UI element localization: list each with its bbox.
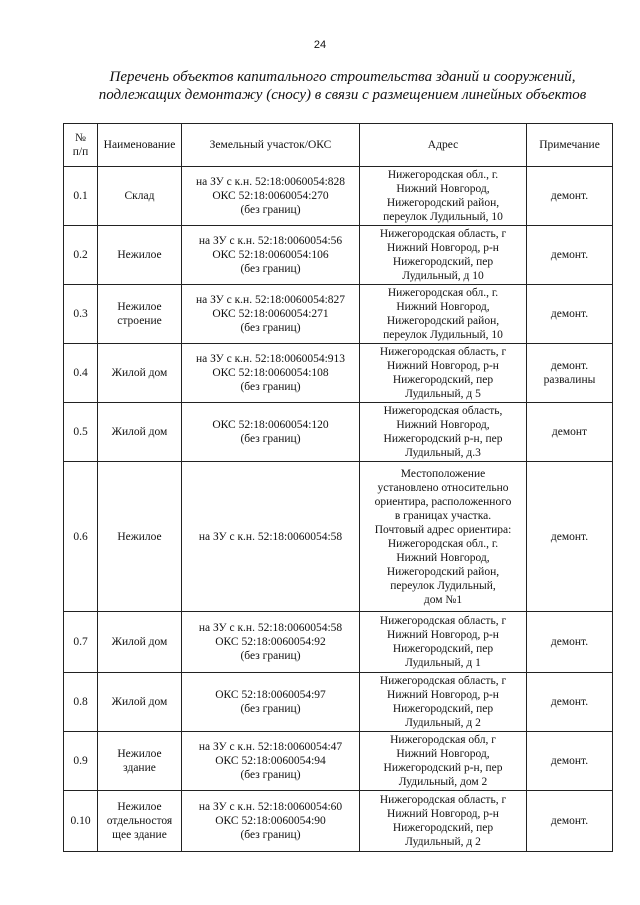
- note: демонт.: [527, 732, 613, 791]
- land-plot: на ЗУ с к.н. 52:18:0060054:58: [182, 462, 360, 612]
- object-name: Нежилое: [98, 462, 182, 612]
- row-number: 0.3: [64, 285, 98, 344]
- land-plot: на ЗУ с к.н. 52:18:0060054:47 ОКС 52:18:0060054:94 (без границ): [182, 732, 360, 791]
- row-number: 0.7: [64, 612, 98, 673]
- object-name: Нежилое отдельностоя щее здание: [98, 791, 182, 852]
- row-number: 0.4: [64, 344, 98, 403]
- table-body: [64, 167, 613, 852]
- title-line-1: Перечень объектов капитального строительства зданий и сооружений,: [109, 69, 576, 85]
- note: демонт: [527, 403, 613, 462]
- address: Нижегородская область, г Нижний Новгород, р-н Нижегородский, пер Лудильный, д 2: [360, 791, 527, 852]
- header-land-plot: Земельный участок/ОКС: [182, 124, 360, 167]
- table-row: [64, 673, 613, 732]
- row-number: 0.1: [64, 167, 98, 226]
- row-number: 0.5: [64, 403, 98, 462]
- note: демонт.: [527, 673, 613, 732]
- header-name: Наименование: [98, 124, 182, 167]
- object-name: Склад: [98, 167, 182, 226]
- land-plot: на ЗУ с к.н. 52:18:0060054:913 ОКС 52:18:0060054:108 (без границ): [182, 344, 360, 403]
- note: демонт.: [527, 226, 613, 285]
- land-plot: на ЗУ с к.н. 52:18:0060054:60 ОКС 52:18:0060054:90 (без границ): [182, 791, 360, 852]
- address: Местоположение установлено относительно ориентира, расположенного в границах участка. Почтовый адрес ориентира: Нижегородская обл., г. Нижний Новгород, Нижегородский район, переулок Лудильный, дом №1: [360, 462, 527, 612]
- address: Нижегородская область, г Нижний Новгород, р-н Нижегородский, пер Лудильный, д 1: [360, 612, 527, 673]
- land-plot: на ЗУ с к.н. 52:18:0060054:56 ОКС 52:18:0060054:106 (без границ): [182, 226, 360, 285]
- title-line-2: подлежащих демонтажу (сносу) в связи с размещением линейных объектов: [98, 87, 587, 103]
- object-name: Нежилое: [98, 226, 182, 285]
- row-number: 0.2: [64, 226, 98, 285]
- address: Нижегородская обл., г. Нижний Новгород, Нижегородский район, переулок Лудильный, 10: [360, 167, 527, 226]
- table-row: [64, 285, 613, 344]
- object-name: Жилой дом: [98, 612, 182, 673]
- table-row: [64, 344, 613, 403]
- land-plot: на ЗУ с к.н. 52:18:0060054:827 ОКС 52:18:0060054:271 (без границ): [182, 285, 360, 344]
- table-row: [64, 167, 613, 226]
- address: Нижегородская область, Нижний Новгород, Нижегородский р-н, пер Лудильный, д.3: [360, 403, 527, 462]
- row-number: 0.10: [64, 791, 98, 852]
- land-plot: на ЗУ с к.н. 52:18:0060054:58 ОКС 52:18:0060054:92 (без границ): [182, 612, 360, 673]
- row-number: 0.9: [64, 732, 98, 791]
- object-name: Жилой дом: [98, 673, 182, 732]
- address: Нижегородская обл., г. Нижний Новгород, Нижегородский район, переулок Лудильный, 10: [360, 285, 527, 344]
- table-row: [64, 732, 613, 791]
- land-plot: ОКС 52:18:0060054:97 (без границ): [182, 673, 360, 732]
- object-name: Жилой дом: [98, 403, 182, 462]
- objects-table: [63, 123, 613, 852]
- land-plot: ОКС 52:18:0060054:120 (без границ): [182, 403, 360, 462]
- document-title: [70, 68, 615, 104]
- address: Нижегородская область, г Нижний Новгород, р-н Нижегородский, пер Лудильный, д 5: [360, 344, 527, 403]
- note: демонт.: [527, 167, 613, 226]
- table-header-row: [64, 124, 613, 167]
- note: демонт.: [527, 462, 613, 612]
- table-row: [64, 226, 613, 285]
- header-address: Адрес: [360, 124, 527, 167]
- address: Нижегородская область, г Нижний Новгород, р-н Нижегородский, пер Лудильный, д 10: [360, 226, 527, 285]
- note: демонт.: [527, 791, 613, 852]
- table-row: [64, 462, 613, 612]
- table-row: [64, 612, 613, 673]
- object-name: Нежилое здание: [98, 732, 182, 791]
- row-number: 0.6: [64, 462, 98, 612]
- address: Нижегородская обл, г Нижний Новгород, Нижегородский р-н, пер Лудильный, дом 2: [360, 732, 527, 791]
- note: демонт.: [527, 612, 613, 673]
- page-number: 24: [313, 39, 327, 51]
- header-number: № п/п: [64, 124, 98, 167]
- header-note: Примечание: [527, 124, 613, 167]
- row-number: 0.8: [64, 673, 98, 732]
- address: Нижегородская область, г Нижний Новгород, р-н Нижегородский, пер Лудильный, д 2: [360, 673, 527, 732]
- object-name: Жилой дом: [98, 344, 182, 403]
- table-row: [64, 403, 613, 462]
- note: демонт. развалины: [527, 344, 613, 403]
- note: демонт.: [527, 285, 613, 344]
- table-row: [64, 791, 613, 852]
- object-name: Нежилое строение: [98, 285, 182, 344]
- land-plot: на ЗУ с к.н. 52:18:0060054:828 ОКС 52:18:0060054:270 (без границ): [182, 167, 360, 226]
